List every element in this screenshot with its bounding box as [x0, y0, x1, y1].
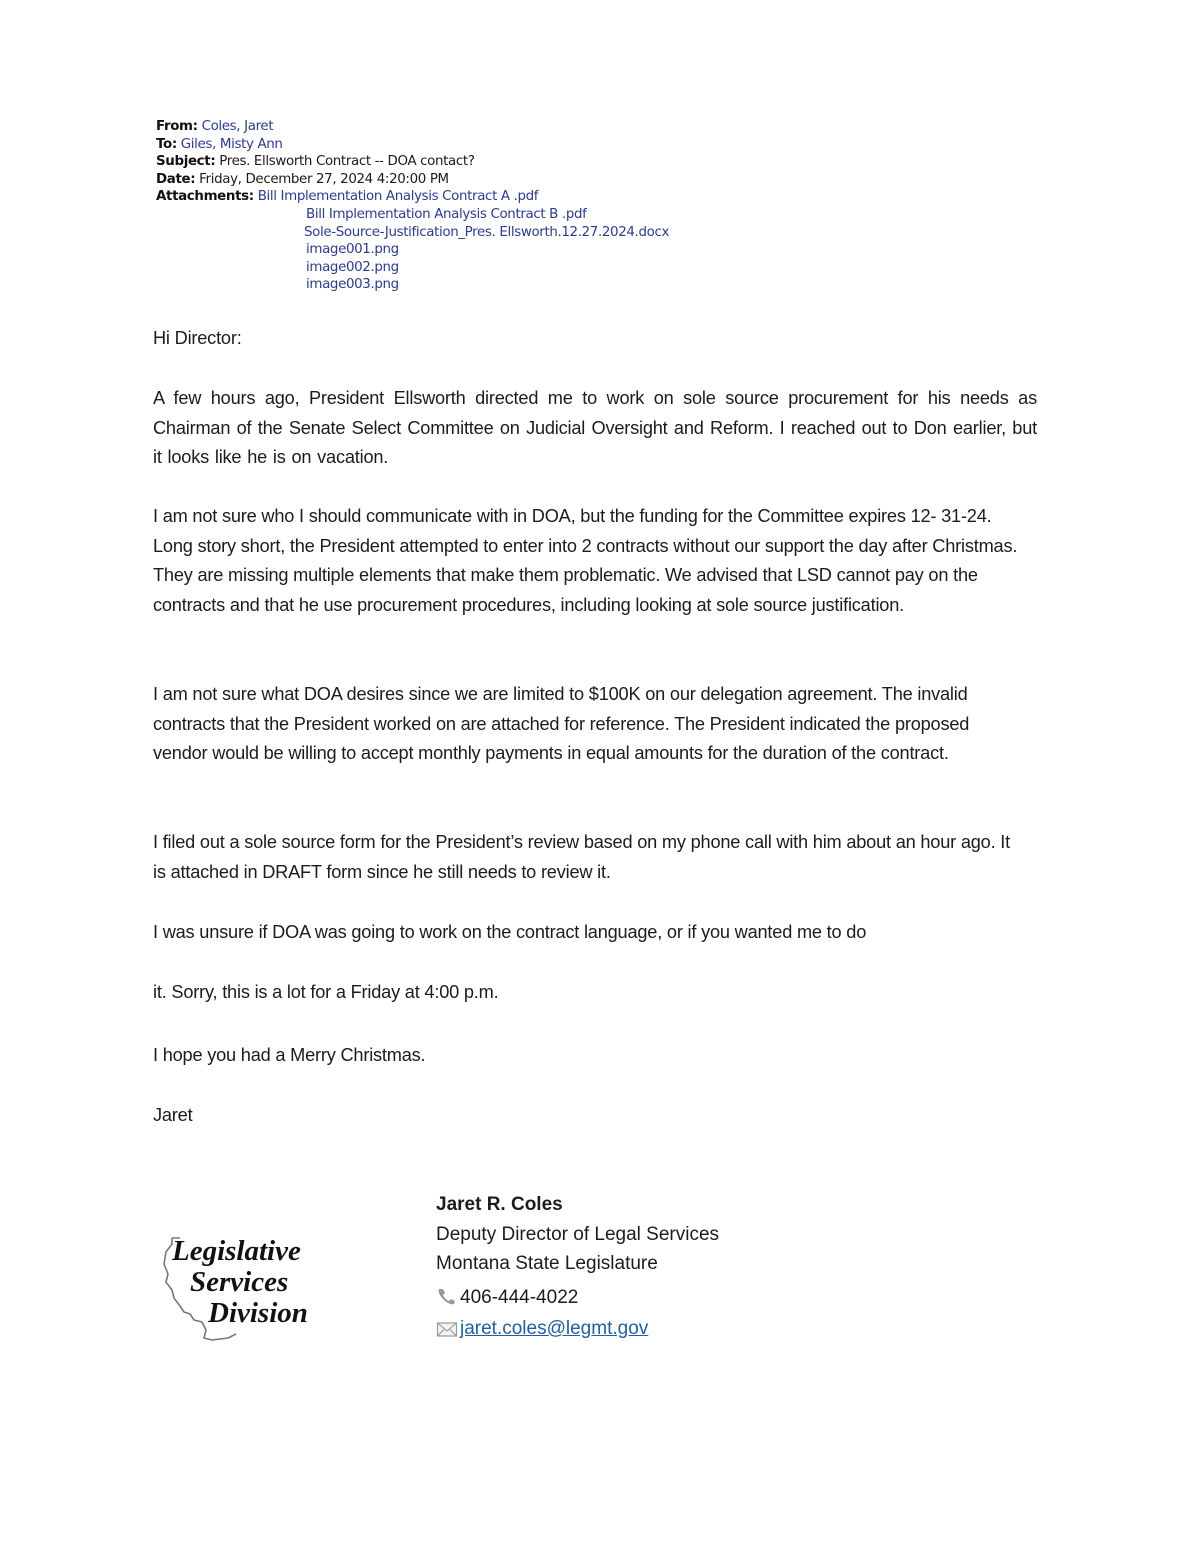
body-paragraph: it. Sorry, this is a lot for a Friday at 4:00 p.m.: [153, 982, 499, 1002]
logo-line-services: Services: [190, 1266, 289, 1298]
lsd-logo: [160, 1234, 335, 1344]
attachment-link[interactable]: image003.png: [306, 277, 399, 293]
from-label: From:: [156, 119, 198, 134]
attachment-link[interactable]: image002.png: [306, 259, 399, 275]
body-paragraph: I am not sure who I should communicate with in DOA, but the funding for the Committee expires 12- 31-24. Long story short, the President attempted to enter into 2 contracts without our support the day after Christmas. They are missing multiple elements that make them problematic. We advised that LSD cannot pay on the contracts and that he use procurement procedures, including looking at sole source justification.: [153, 506, 1018, 615]
body-paragraph: I hope you had a Merry Christmas.: [153, 1045, 426, 1065]
date-label: Date:: [156, 171, 196, 187]
attachment-link[interactable]: Bill Implementation Analysis Contract A .pdf: [257, 189, 539, 205]
from-value[interactable]: Coles, Jaret: [201, 119, 274, 134]
to-row: [156, 136, 669, 154]
attachments-label: Attachments:: [156, 189, 254, 205]
phone-icon: [436, 1287, 458, 1307]
attachment-link[interactable]: Bill Implementation Analysis Contract B .pdf: [306, 206, 587, 222]
logo-line-legislative: Legislative: [172, 1235, 301, 1267]
attachment-link[interactable]: Sole-Source-Justification_Pres. Ellsworth.12.27.2024.docx: [304, 224, 670, 240]
body-paragraph: I was unsure if DOA was going to work on the contract language, or if you wanted me to do: [153, 922, 867, 942]
signature-organization: Montana State Legislature: [436, 1253, 658, 1274]
signature-title: Deputy Director of Legal Services: [436, 1223, 720, 1245]
signature-phone-row: [436, 1283, 719, 1313]
body-paragraph: I am not sure what DOA desires since we are limited to $100K on our delegation agreement. The invalid contracts that the President worked on are attached for reference. The President indicated the proposed vendor would be willing to accept monthly payments in equal amounts for the duration of the contract.: [153, 684, 970, 763]
body-paragraph: A few hours ago, President Ellsworth directed me to work on sole source procurement for his needs as Chairman of the Senate Select Committee on Judicial Oversight and Reform. I reached out to Don earlier, but it looks like he is on vacation.: [153, 388, 1037, 467]
from-row: [156, 118, 669, 136]
phone-number: 406-444-4022: [460, 1286, 579, 1308]
to-value[interactable]: Giles, Misty Ann: [180, 136, 283, 152]
subject-value: Pres. Ellsworth Contract -- DOA contact?: [219, 154, 475, 170]
subject-label: Subject:: [156, 154, 216, 170]
body-paragraph: I filed out a sole source form for the President’s review based on my phone call with him about an hour ago. It is attached in DRAFT form since he still needs to review it.: [153, 832, 1011, 882]
envelope-icon: [436, 1319, 458, 1339]
signature-block: [436, 1190, 719, 1344]
sign-off: Jaret: [153, 1105, 193, 1125]
to-label: To:: [156, 136, 177, 152]
attachment-link[interactable]: image001.png: [306, 242, 399, 258]
logo-line-division: Division: [208, 1297, 308, 1329]
greeting: Hi Director:: [153, 328, 242, 348]
subject-row: [156, 153, 669, 171]
signature-name: Jaret R. Coles: [436, 1194, 563, 1215]
email-header: [156, 118, 669, 294]
attachments-list: [306, 206, 669, 294]
email-link[interactable]: jaret.coles@legmt.gov: [460, 1318, 649, 1339]
attachments-row: [156, 188, 669, 206]
signature-email-row: [436, 1314, 719, 1344]
date-value: Friday, December 27, 2024 4:20:00 PM: [199, 171, 449, 187]
date-row: [156, 171, 669, 189]
